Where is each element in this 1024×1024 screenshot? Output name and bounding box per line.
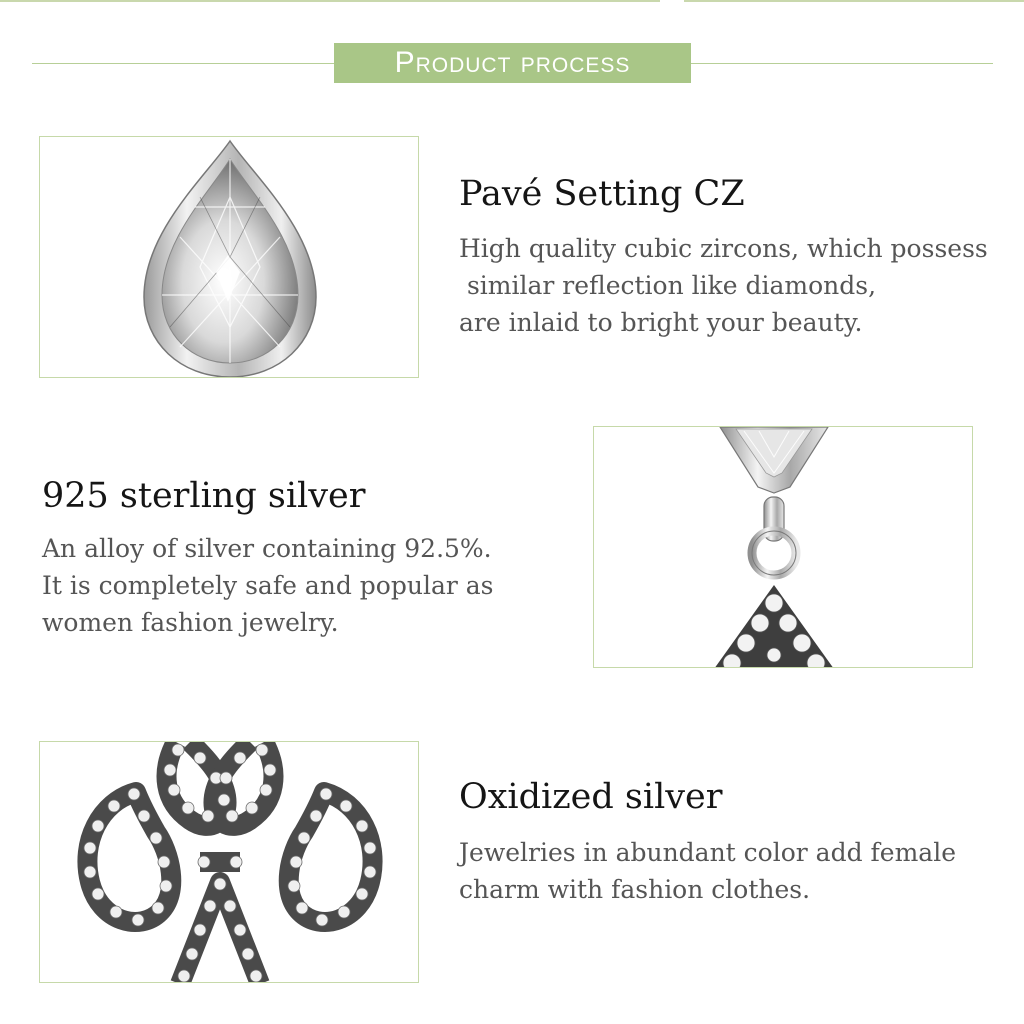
feature-description-line: High quality cubic zircons, which possess — [459, 234, 988, 263]
feature-description-line: An alloy of silver containing 92.5%. — [42, 534, 492, 563]
silver-pendant-bail-icon — [594, 427, 973, 668]
feature-image-cz-stone — [39, 136, 419, 378]
feature-title: Oxidized silver — [459, 777, 723, 817]
feature-description — [459, 230, 988, 341]
feature-description-line: charm with fashion clothes. — [459, 875, 811, 904]
oxidized-paw-pave-icon — [40, 742, 419, 983]
feature-title: Pavé Setting CZ — [459, 174, 745, 214]
feature-description-line: Jewelries in abundant color add female — [459, 838, 956, 867]
feature-title: 925 sterling silver — [42, 476, 366, 516]
feature-description — [42, 530, 493, 641]
section-header-banner — [334, 43, 691, 83]
feature-description-line: are inlaid to bright your beauty. — [459, 308, 863, 337]
feature-description-line: similar reflection like diamonds, — [459, 271, 877, 300]
teardrop-cz-stone-icon — [40, 137, 419, 378]
header-rule-right — [691, 63, 993, 64]
feature-image-oxidized-silver — [39, 741, 419, 983]
header-rule-left — [32, 63, 334, 64]
top-divider-left — [0, 0, 660, 2]
section-header-label: Product process — [394, 46, 631, 79]
feature-image-sterling-silver — [593, 426, 973, 668]
feature-description-line: It is completely safe and popular as — [42, 571, 494, 600]
top-divider-right — [684, 0, 1024, 2]
feature-description — [459, 834, 956, 908]
feature-description-line: women fashion jewelry. — [42, 608, 339, 637]
